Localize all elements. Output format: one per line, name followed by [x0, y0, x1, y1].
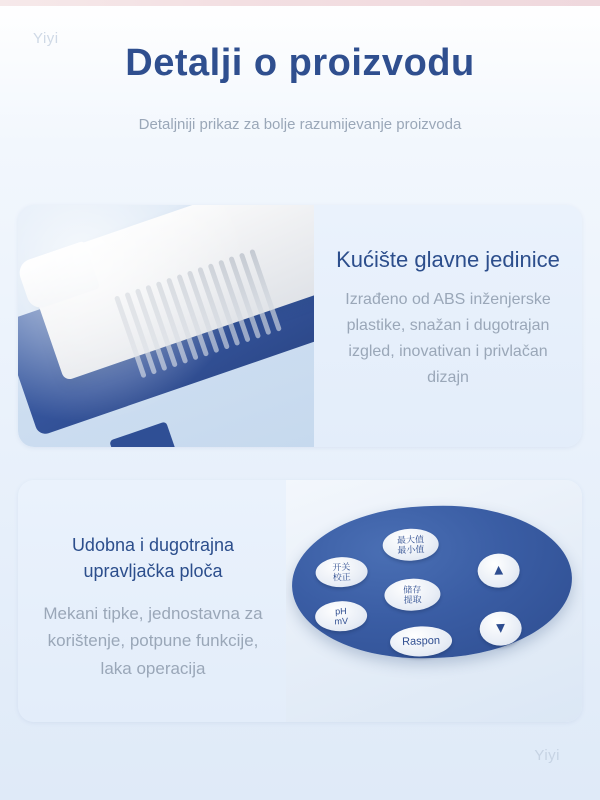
max-min-key-line2: 最小值	[397, 544, 425, 556]
card-panel-heading: Udobna i dugotrajna upravljačka ploča	[71, 535, 235, 582]
max-min-key-line1: 最大值	[396, 533, 425, 545]
product-detail-card-panel	[18, 480, 582, 722]
device-blue-foot	[109, 421, 179, 447]
power-calibrate-key	[315, 556, 368, 588]
card-housing-heading: Kućište glavne jedinice	[336, 247, 560, 272]
card-panel-text	[18, 480, 286, 722]
product-housing-photo	[18, 205, 314, 447]
watermark-bottom: Yiyi	[534, 747, 560, 764]
store-recall-key-line1: 储存	[403, 584, 422, 595]
power-calibrate-key-line2: 校正	[332, 571, 351, 583]
ph-mv-key-line2: mV	[334, 615, 349, 627]
card-housing-text	[314, 205, 582, 447]
power-calibrate-key-line1: 开关	[332, 561, 351, 573]
card-housing-body: Izrađeno od ABS inženjerske plastike, snažan i dugotrajan izgled, inovativan i privlačan dizajn	[345, 291, 551, 386]
card-panel-body: Mekani tipke, jednostavna za korištenje, potpune funkcije, laka operacija	[43, 604, 263, 678]
arrow-down-icon: ▼	[492, 619, 509, 638]
top-accent-strip	[0, 0, 600, 6]
page-title: Detalji o proizvodu	[125, 42, 475, 84]
watermark-top: Yiyi	[33, 30, 59, 47]
control-panel-photo	[286, 480, 582, 722]
range-key	[390, 625, 453, 657]
max-min-key	[382, 528, 439, 562]
arrow-down-key	[479, 611, 522, 646]
range-key-label: Raspon	[401, 634, 441, 648]
ph-mv-key-line1: pH	[335, 605, 347, 617]
store-recall-key	[384, 578, 441, 612]
arrow-up-key	[477, 553, 520, 588]
arrow-up-icon: ▲	[490, 561, 507, 580]
page-subtitle: Detaljniji prikaz za bolje razumijevanje proizvoda	[138, 116, 462, 133]
control-panel-surface	[289, 501, 574, 663]
ph-mv-key	[315, 600, 368, 632]
product-detail-card-housing	[18, 205, 582, 447]
store-recall-key-line2: 提取	[403, 594, 422, 605]
